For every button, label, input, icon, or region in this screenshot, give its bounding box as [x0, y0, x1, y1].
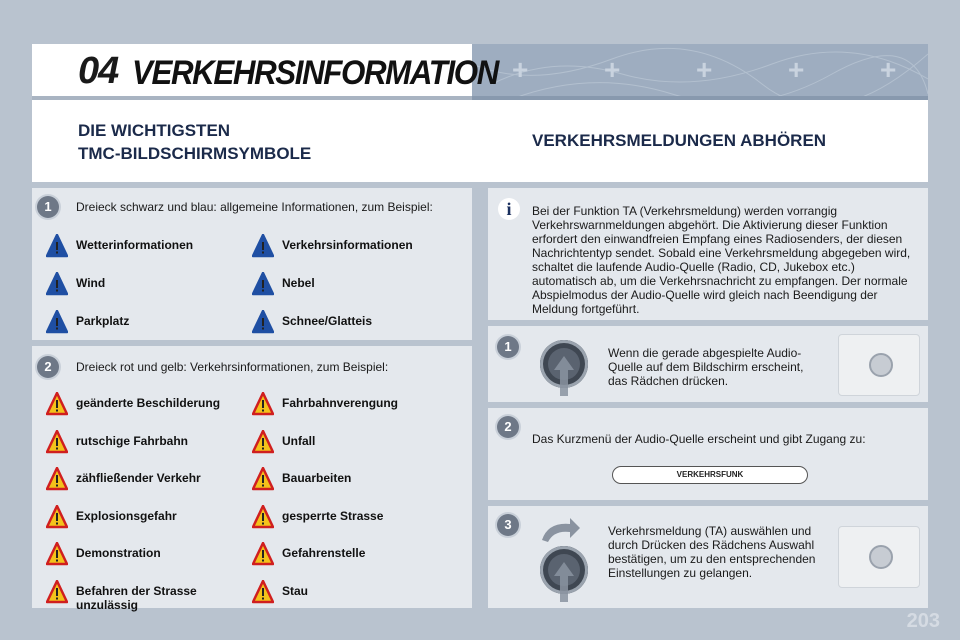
symbol-label: Gefahrenstelle [282, 546, 366, 560]
snow-triangle-icon [252, 310, 274, 334]
step-badge: 1 [497, 336, 519, 358]
radio-unit-icon [838, 334, 920, 396]
fog-triangle-icon [252, 272, 274, 296]
block2-intro: Dreieck rot und gelb: Verkehrsinformationen, zum Beispiel: [76, 360, 389, 374]
symbol-label: rutschige Fahrbahn [76, 433, 189, 448]
symbol-label: Verkehrsinformationen [282, 238, 413, 252]
symbol-label: Stau [282, 583, 309, 598]
roadworks-triangle-icon [252, 467, 274, 491]
press-arrow-icon [552, 562, 576, 602]
parking-triangle-icon [46, 310, 68, 334]
block1-intro: Dreieck schwarz und blau: allgemeine Informationen, zum Beispiel: [76, 200, 433, 214]
plus-decoration-icon: + [696, 54, 713, 85]
symbol-label: gesperrte Strasse [282, 508, 384, 523]
radio-unit-icon [838, 526, 920, 588]
menu-item-verkehrsfunk[interactable]: VERKEHRSFUNK [612, 466, 808, 484]
plus-decoration-icon: + [788, 54, 805, 85]
symbol-label: Unfall [282, 433, 316, 448]
step-badge: 2 [37, 356, 59, 378]
step-badge: 3 [497, 514, 519, 536]
symbol-label: Parkplatz [76, 314, 130, 328]
page-title: VERKEHRSINFORMATION [132, 54, 498, 92]
symbol-label-line2: unzulässig [76, 597, 139, 612]
chapter-number: 04 [78, 50, 119, 92]
plus-decoration-icon: + [880, 54, 897, 85]
step-badge: 1 [37, 196, 59, 218]
symbol-label: Nebel [282, 276, 315, 290]
rotate-arrow-icon [540, 518, 580, 542]
symbol-label: Schnee/Glatteis [282, 314, 373, 328]
symbol-label: Demonstration [76, 546, 161, 560]
danger-triangle-icon [252, 542, 274, 566]
no-entry-triangle-icon [46, 580, 68, 604]
symbol-label: Explosionsgefahr [76, 508, 177, 523]
info-triangle-icon [252, 234, 274, 258]
info-text: Bei der Funktion TA (Verkehrsmeldung) werden vorrangig Verkehrswarnmeldungen abgehört. Die Aktivierung dieser Funktion erfordert den einwandfreien Empfang eines Radiosenders, der diesen Nachrichtentyp sendet. Sobald eine Verkehrsmeldung abgegeben wird, schaltet die laufende Audio-Quelle (Radio, CD, Jukebox etc.) automatisch ab, um die Verkehrsnachricht zu empfangen. Der normale Abspielmodus der Audio-Quelle wird gleich nach Beendigung der Meldung fortgeführt. [532, 204, 911, 316]
traffic-jam-triangle-icon [252, 580, 274, 604]
demonstration-triangle-icon [46, 542, 68, 566]
explosion-triangle-icon [46, 505, 68, 529]
step3-text: Verkehrsmeldung (TA) auswählen und durch Drücken des Rädchens Auswahl bestätigen, um zu den entsprechenden Einstellungen zu gelangen. [608, 524, 816, 580]
press-arrow-icon [552, 356, 576, 396]
wind-triangle-icon [46, 272, 68, 296]
info-icon: i [498, 198, 520, 220]
right-section-title: VERKEHRSMELDUNGEN ABHÖREN [532, 131, 827, 150]
plus-decoration-icon: + [604, 54, 621, 85]
road-closed-triangle-icon [252, 505, 274, 529]
accident-triangle-icon [252, 430, 274, 454]
slow-traffic-triangle-icon [46, 467, 68, 491]
symbol-label: Fahrbahnverengung [282, 396, 399, 410]
slippery-road-triangle-icon [46, 430, 68, 454]
symbol-label: Bauarbeiten [282, 471, 352, 485]
weather-triangle-icon [46, 234, 68, 258]
plus-decoration-icon: + [512, 54, 529, 85]
page-number: 203 [906, 610, 940, 632]
symbol-label: Wind [76, 276, 106, 290]
road-narrows-triangle-icon [252, 392, 274, 416]
step2-text: Das Kurzmenü der Audio-Quelle erscheint und gibt Zugang zu: [532, 432, 866, 446]
step-panel-2 [488, 408, 928, 500]
symbol-label: Befahren der Strasse [76, 583, 197, 598]
step-badge: 2 [497, 416, 519, 438]
left-section-title-line2: TMC-BILDSCHIRMSYMBOLE [78, 144, 312, 163]
symbol-label: geänderte Beschilderung [76, 396, 221, 410]
symbol-label: zähfließender Verkehr [76, 471, 201, 485]
symbol-label: Wetterinformationen [76, 238, 194, 252]
step1-text: Wenn die gerade abgespielte Audio-Quelle auf dem Bildschirm erscheint, das Rädchen drücken. [608, 346, 804, 388]
left-section-title-line1: DIE WICHTIGSTEN [78, 121, 231, 140]
changed-signs-triangle-icon [46, 392, 68, 416]
